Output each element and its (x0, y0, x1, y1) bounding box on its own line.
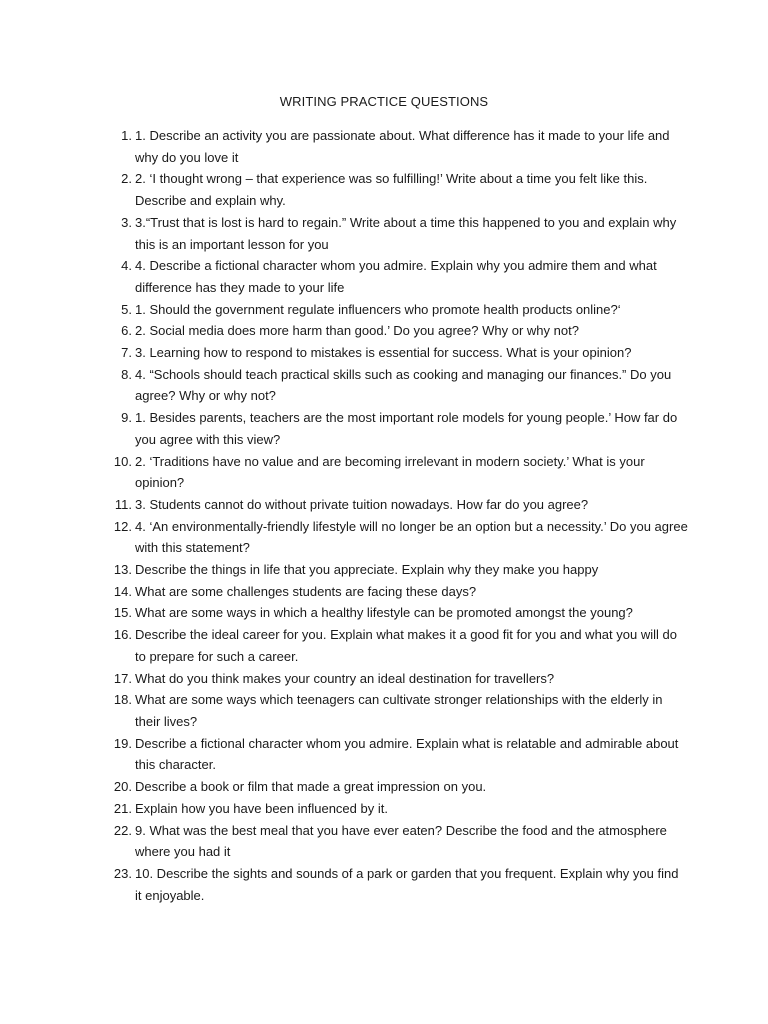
question-text: 3. Students cannot do without private tuition nowadays. How far do you agree? (135, 496, 589, 512)
question-text: What are some ways in which a healthy lifestyle can be promoted amongst the young? (135, 605, 633, 621)
question-item (108, 733, 688, 776)
question-number: 7. (121, 345, 132, 361)
question-number: 20. (113, 779, 132, 795)
question-text: 2. ‘I thought wrong – that experience was so fulfilling!’ Write about a time you felt like this. Describe and explain why. (135, 171, 648, 209)
question-number: 11. (114, 496, 132, 512)
question-number: 9. (121, 410, 132, 426)
question-text: What are some challenges students are facing these days? (135, 583, 477, 599)
question-text: Describe the ideal career for you. Explain what makes it a good fit for you and what you will do to prepare for such a career. (135, 627, 677, 664)
question-item (108, 407, 688, 450)
question-item (108, 776, 688, 798)
question-item (108, 516, 688, 559)
question-text: 4. Describe a fictional character whom you admire. Explain why you admire them and what difference has they made to your life (135, 258, 657, 295)
question-item (108, 451, 688, 494)
question-text: 2. Social media does more harm than good.’ Do you agree? Why or why not? (135, 323, 579, 339)
question-number: 19. (113, 735, 132, 751)
question-number: 17. (113, 670, 132, 686)
question-list (108, 125, 688, 906)
question-item (108, 494, 688, 516)
question-number: 6. (121, 323, 132, 339)
question-number: 15. (113, 605, 132, 621)
question-item (108, 299, 688, 321)
question-number: 14. (113, 583, 132, 599)
question-number: 12. (113, 518, 132, 534)
question-text: 3. Learning how to respond to mistakes is essential for success. What is your opinion? (135, 345, 632, 361)
question-text: Describe a fictional character whom you admire. Explain what is relatable and admirable about this character. (135, 735, 679, 773)
question-text: What do you think makes your country an ideal destination for travellers? (135, 670, 555, 686)
question-item (108, 689, 688, 732)
question-text: 4. ‘An environmentally-friendly lifestyle will no longer be an option but a necessity.’ Do you agree with this statement? (135, 518, 688, 556)
question-text: 1. Should the government regulate influencers who promote health products online?‘ (135, 301, 621, 317)
question-text: Describe a book or film that made a great impression on you. (135, 779, 487, 795)
question-text: 2. ‘Traditions have no value and are becoming irrelevant in modern society.’ What is your opinion? (135, 453, 645, 491)
question-text: 10. Describe the sights and sounds of a park or garden that you frequent. Explain why you find it enjoyable. (135, 865, 679, 903)
question-number: 18. (113, 692, 132, 708)
question-item (108, 212, 688, 255)
question-item (108, 624, 688, 667)
question-number: 23. (113, 865, 132, 881)
question-text: Explain how you have been influenced by it. (135, 800, 388, 816)
question-number: 3. (121, 214, 132, 230)
question-item (108, 820, 688, 863)
question-item (108, 863, 688, 906)
question-item (108, 798, 688, 820)
question-item (108, 581, 688, 603)
question-item (108, 342, 688, 364)
question-item (108, 255, 688, 298)
question-number: 2. (121, 171, 132, 187)
question-text: Describe the things in life that you appreciate. Explain why they make you happy (135, 562, 599, 578)
question-text: 9. What was the best meal that you have ever eaten? Describe the food and the atmosphere where you had it (135, 822, 667, 860)
question-text: 1. Describe an activity you are passionate about. What difference has it made to your life and why do you love it (135, 128, 670, 165)
question-text: 3.“Trust that is lost is hard to regain.” Write about a time this happened to you and explain why this is an important lesson for you (135, 214, 677, 252)
question-number: 5. (121, 301, 132, 317)
question-item (108, 168, 688, 211)
question-item (108, 125, 688, 168)
question-text: What are some ways which teenagers can cultivate stronger relationships with the elderly in their lives? (135, 692, 663, 729)
question-item (108, 559, 688, 581)
question-item (108, 320, 688, 342)
question-item (108, 364, 688, 407)
question-number: 16. (113, 627, 132, 643)
question-number: 8. (121, 366, 132, 382)
question-number: 13. (113, 562, 132, 578)
question-number: 1. (121, 128, 132, 143)
question-item (108, 602, 688, 624)
document-title: WRITING PRACTICE QUESTIONS (279, 94, 489, 109)
question-text: 4. “Schools should teach practical skills such as cooking and managing our finances.” Do you agree? Why or why not? (135, 366, 672, 404)
question-number: 21. (113, 800, 132, 816)
question-number: 4. (121, 258, 132, 274)
question-item (108, 668, 688, 690)
question-number: 22. (113, 822, 132, 838)
question-number: 10. (113, 453, 132, 469)
question-text: 1. Besides parents, teachers are the most important role models for young people.’ How far do you agree with this view? (135, 410, 678, 447)
